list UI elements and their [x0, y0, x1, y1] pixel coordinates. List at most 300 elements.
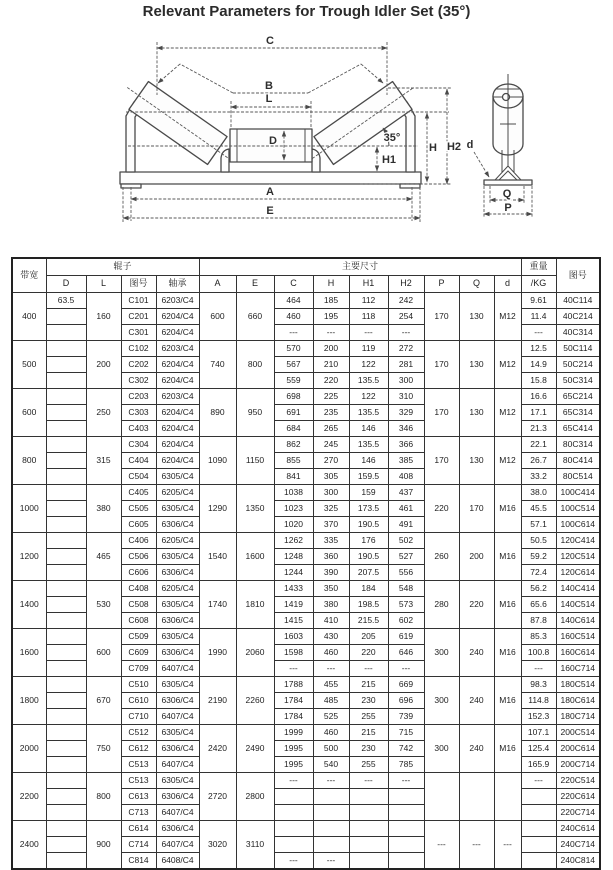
- figure-cell: 240C814: [556, 853, 600, 870]
- c-cell: 567: [274, 357, 313, 373]
- weight-cell: [521, 821, 556, 837]
- h-cell: ---: [313, 773, 349, 789]
- weight-cell: [521, 789, 556, 805]
- h1-cell: [349, 789, 388, 805]
- bandwidth-cell: 1400: [12, 581, 46, 629]
- q-cell: 130: [459, 293, 494, 341]
- l-cell: 750: [86, 725, 121, 773]
- figure-cell: 65C314: [556, 405, 600, 421]
- p-cell: 300: [424, 629, 459, 677]
- c-cell: 1603: [274, 629, 313, 645]
- dim-label-h2: H2: [446, 141, 462, 153]
- thread-cell: M16: [494, 533, 521, 581]
- weight-cell: 100.8: [521, 645, 556, 661]
- h-cell: 185: [313, 293, 349, 309]
- h2-cell: [388, 853, 424, 870]
- a-cell: 740: [199, 341, 236, 389]
- bearing-cell: 6204/C4: [156, 421, 199, 437]
- bearing-cell: 6306/C4: [156, 517, 199, 533]
- q-cell: 200: [459, 533, 494, 581]
- l-cell: 465: [86, 533, 121, 581]
- c-cell: 1038: [274, 485, 313, 501]
- figure-cell: 50C214: [556, 357, 600, 373]
- figure-cell: 180C614: [556, 693, 600, 709]
- h1-cell: ---: [349, 773, 388, 789]
- h2-cell: 254: [388, 309, 424, 325]
- c-cell: [274, 805, 313, 821]
- dim-label-p: P: [504, 202, 512, 214]
- thread-cell: M12: [494, 389, 521, 437]
- weight-cell: 57.1: [521, 517, 556, 533]
- bandwidth-cell: 800: [12, 437, 46, 485]
- bearing-cell: 6204/C4: [156, 437, 199, 453]
- dim-label-bolt-d: d: [466, 139, 474, 151]
- model-cell: C405: [121, 485, 156, 501]
- table-row: [12, 629, 600, 645]
- l-cell: 200: [86, 341, 121, 389]
- thread-cell: M16: [494, 581, 521, 629]
- bearing-cell: 6407/C4: [156, 661, 199, 677]
- model-cell: C303: [121, 405, 156, 421]
- h2-cell: ---: [388, 325, 424, 341]
- header-sub-3: 轴承: [156, 276, 199, 293]
- p-cell: 300: [424, 725, 459, 773]
- bearing-cell: 6305/C4: [156, 773, 199, 789]
- figure-cell: 160C714: [556, 661, 600, 677]
- bearing-cell: 6204/C4: [156, 405, 199, 421]
- bearing-cell: 6203/C4: [156, 389, 199, 405]
- h2-cell: [388, 789, 424, 805]
- d-cell: [46, 581, 86, 597]
- h1-cell: 190.5: [349, 517, 388, 533]
- c-cell: 1023: [274, 501, 313, 517]
- weight-cell: 11.4: [521, 309, 556, 325]
- c-cell: [274, 789, 313, 805]
- p-cell: 260: [424, 533, 459, 581]
- h2-cell: ---: [388, 773, 424, 789]
- q-cell: 170: [459, 485, 494, 533]
- h1-cell: 190.5: [349, 549, 388, 565]
- d-cell: [46, 565, 86, 581]
- model-cell: C610: [121, 693, 156, 709]
- e-cell: 2260: [236, 677, 274, 725]
- model-cell: C408: [121, 581, 156, 597]
- bearing-cell: 6306/C4: [156, 645, 199, 661]
- h-cell: ---: [313, 853, 349, 870]
- c-cell: 1433: [274, 581, 313, 597]
- h2-cell: 785: [388, 757, 424, 773]
- e-cell: 2800: [236, 773, 274, 821]
- angle-label: 35°: [383, 132, 401, 144]
- d-cell: [46, 325, 86, 341]
- h-cell: 335: [313, 533, 349, 549]
- p-cell: ---: [424, 821, 459, 870]
- bearing-cell: 6205/C4: [156, 581, 199, 597]
- h2-cell: 742: [388, 741, 424, 757]
- l-cell: 800: [86, 773, 121, 821]
- a-cell: 600: [199, 293, 236, 341]
- figure-cell: 180C714: [556, 709, 600, 725]
- model-cell: C605: [121, 517, 156, 533]
- h2-cell: 366: [388, 437, 424, 453]
- bearing-cell: 6305/C4: [156, 629, 199, 645]
- c-cell: 1784: [274, 709, 313, 725]
- weight-cell: 65.6: [521, 597, 556, 613]
- bandwidth-cell: 2000: [12, 725, 46, 773]
- q-cell: [459, 773, 494, 821]
- l-cell: 250: [86, 389, 121, 437]
- d-cell: [46, 837, 86, 853]
- e-cell: 1150: [236, 437, 274, 485]
- table-row: [12, 485, 600, 501]
- d-cell: 63.5: [46, 293, 86, 309]
- h-cell: 460: [313, 725, 349, 741]
- model-cell: C513: [121, 757, 156, 773]
- h-cell: 265: [313, 421, 349, 437]
- h-cell: 300: [313, 485, 349, 501]
- d-cell: [46, 645, 86, 661]
- h2-cell: 739: [388, 709, 424, 725]
- model-cell: C709: [121, 661, 156, 677]
- bearing-cell: 6306/C4: [156, 821, 199, 837]
- dim-label-h: H: [429, 142, 437, 154]
- d-cell: [46, 341, 86, 357]
- h-cell: 325: [313, 501, 349, 517]
- model-cell: C202: [121, 357, 156, 373]
- bearing-cell: 6407/C4: [156, 837, 199, 853]
- h-cell: 220: [313, 373, 349, 389]
- c-cell: 1784: [274, 693, 313, 709]
- d-cell: [46, 453, 86, 469]
- bearing-cell: 6203/C4: [156, 293, 199, 309]
- weight-cell: 152.3: [521, 709, 556, 725]
- a-cell: 3020: [199, 821, 236, 870]
- h2-cell: 300: [388, 373, 424, 389]
- weight-cell: 33.2: [521, 469, 556, 485]
- h-cell: [313, 789, 349, 805]
- l-cell: 315: [86, 437, 121, 485]
- figure-cell: 220C614: [556, 789, 600, 805]
- c-cell: ---: [274, 773, 313, 789]
- h2-cell: 329: [388, 405, 424, 421]
- p-cell: 170: [424, 389, 459, 437]
- model-cell: C614: [121, 821, 156, 837]
- figure-cell: 140C614: [556, 613, 600, 629]
- h2-cell: 242: [388, 293, 424, 309]
- c-cell: 1788: [274, 677, 313, 693]
- weight-cell: [521, 805, 556, 821]
- header-sub-12: d: [494, 276, 521, 293]
- model-cell: C613: [121, 789, 156, 805]
- idler-side-view: [484, 74, 532, 185]
- model-cell: C203: [121, 389, 156, 405]
- header-figure: 图号: [556, 258, 600, 293]
- figure-cell: 50C114: [556, 341, 600, 357]
- figure-cell: 200C714: [556, 757, 600, 773]
- model-cell: C609: [121, 645, 156, 661]
- h1-cell: 205: [349, 629, 388, 645]
- h2-cell: 281: [388, 357, 424, 373]
- h-cell: 540: [313, 757, 349, 773]
- header-sub-9: H2: [388, 276, 424, 293]
- weight-cell: ---: [521, 773, 556, 789]
- figure-cell: 200C614: [556, 741, 600, 757]
- weight-cell: 59.2: [521, 549, 556, 565]
- h2-cell: 646: [388, 645, 424, 661]
- figure-cell: 100C414: [556, 485, 600, 501]
- bandwidth-cell: 400: [12, 293, 46, 341]
- h2-cell: 491: [388, 517, 424, 533]
- l-cell: 900: [86, 821, 121, 870]
- h2-cell: 696: [388, 693, 424, 709]
- d-cell: [46, 501, 86, 517]
- h2-cell: 461: [388, 501, 424, 517]
- weight-cell: 85.3: [521, 629, 556, 645]
- bearing-cell: 6306/C4: [156, 613, 199, 629]
- h1-cell: 198.5: [349, 597, 388, 613]
- d-cell: [46, 437, 86, 453]
- thread-cell: M12: [494, 293, 521, 341]
- h-cell: 235: [313, 405, 349, 421]
- bearing-cell: 6204/C4: [156, 453, 199, 469]
- h2-cell: 548: [388, 581, 424, 597]
- figure-cell: 120C414: [556, 533, 600, 549]
- a-cell: 2720: [199, 773, 236, 821]
- l-cell: 600: [86, 629, 121, 677]
- dim-label-q: Q: [502, 188, 512, 200]
- bandwidth-cell: 2400: [12, 821, 46, 870]
- l-cell: 380: [86, 485, 121, 533]
- model-cell: C101: [121, 293, 156, 309]
- d-cell: [46, 485, 86, 501]
- model-cell: C508: [121, 597, 156, 613]
- c-cell: 1262: [274, 533, 313, 549]
- h-cell: 200: [313, 341, 349, 357]
- h-cell: 360: [313, 549, 349, 565]
- table-row: [12, 341, 600, 357]
- e-cell: 1350: [236, 485, 274, 533]
- header-sub-5: E: [236, 276, 274, 293]
- technical-drawing: [0, 0, 613, 248]
- figure-cell: 120C514: [556, 549, 600, 565]
- c-cell: 841: [274, 469, 313, 485]
- d-cell: [46, 629, 86, 645]
- thread-cell: M12: [494, 341, 521, 389]
- d-cell: [46, 549, 86, 565]
- h-cell: [313, 837, 349, 853]
- model-cell: C612: [121, 741, 156, 757]
- h-cell: [313, 805, 349, 821]
- d-cell: [46, 853, 86, 870]
- header-roller: 辊子: [46, 258, 199, 276]
- d-cell: [46, 421, 86, 437]
- dim-label-l: L: [265, 93, 273, 105]
- bearing-cell: 6205/C4: [156, 533, 199, 549]
- figure-cell: 80C414: [556, 453, 600, 469]
- thread-cell: ---: [494, 821, 521, 870]
- bandwidth-cell: 1600: [12, 629, 46, 677]
- d-cell: [46, 805, 86, 821]
- h1-cell: 173.5: [349, 501, 388, 517]
- h-cell: 210: [313, 357, 349, 373]
- bearing-cell: 6407/C4: [156, 709, 199, 725]
- h1-cell: 119: [349, 341, 388, 357]
- model-cell: C404: [121, 453, 156, 469]
- thread-cell: M16: [494, 629, 521, 677]
- bearing-cell: 6305/C4: [156, 501, 199, 517]
- e-cell: 800: [236, 341, 274, 389]
- header-sub-4: A: [199, 276, 236, 293]
- weight-cell: 72.4: [521, 565, 556, 581]
- model-cell: C510: [121, 677, 156, 693]
- model-cell: C714: [121, 837, 156, 853]
- h-cell: 390: [313, 565, 349, 581]
- model-cell: C201: [121, 309, 156, 325]
- p-cell: 170: [424, 293, 459, 341]
- weight-cell: 26.7: [521, 453, 556, 469]
- h1-cell: 176: [349, 533, 388, 549]
- h-cell: 195: [313, 309, 349, 325]
- figure-cell: 240C614: [556, 821, 600, 837]
- bearing-cell: 6306/C4: [156, 565, 199, 581]
- d-cell: [46, 373, 86, 389]
- bearing-cell: 6305/C4: [156, 677, 199, 693]
- c-cell: 1419: [274, 597, 313, 613]
- page-title: Relevant Parameters for Trough Idler Set (35°): [142, 3, 471, 20]
- model-cell: C504: [121, 469, 156, 485]
- h1-cell: 112: [349, 293, 388, 309]
- thread-cell: M16: [494, 677, 521, 725]
- c-cell: 570: [274, 341, 313, 357]
- p-cell: [424, 773, 459, 821]
- bearing-cell: 6204/C4: [156, 309, 199, 325]
- d-cell: [46, 757, 86, 773]
- d-cell: [46, 773, 86, 789]
- c-cell: ---: [274, 325, 313, 341]
- p-cell: 170: [424, 341, 459, 389]
- figure-cell: 160C614: [556, 645, 600, 661]
- figure-cell: 200C514: [556, 725, 600, 741]
- h1-cell: [349, 853, 388, 870]
- c-cell: 684: [274, 421, 313, 437]
- model-cell: C513: [121, 773, 156, 789]
- h1-cell: 135.5: [349, 437, 388, 453]
- e-cell: 660: [236, 293, 274, 341]
- c-cell: 1995: [274, 741, 313, 757]
- h1-cell: ---: [349, 325, 388, 341]
- weight-cell: [521, 837, 556, 853]
- h2-cell: 310: [388, 389, 424, 405]
- weight-cell: 56.2: [521, 581, 556, 597]
- c-cell: 460: [274, 309, 313, 325]
- thread-cell: [494, 773, 521, 821]
- bearing-cell: 6204/C4: [156, 373, 199, 389]
- c-cell: ---: [274, 661, 313, 677]
- weight-cell: 14.9: [521, 357, 556, 373]
- c-cell: 1999: [274, 725, 313, 741]
- a-cell: 1090: [199, 437, 236, 485]
- h2-cell: 437: [388, 485, 424, 501]
- bandwidth-cell: 1000: [12, 485, 46, 533]
- table-row: [12, 725, 600, 741]
- h1-cell: 122: [349, 357, 388, 373]
- h2-cell: 385: [388, 453, 424, 469]
- h2-cell: 408: [388, 469, 424, 485]
- p-cell: 220: [424, 485, 459, 533]
- h2-cell: 669: [388, 677, 424, 693]
- model-cell: C102: [121, 341, 156, 357]
- weight-cell: 98.3: [521, 677, 556, 693]
- d-cell: [46, 789, 86, 805]
- c-cell: 559: [274, 373, 313, 389]
- c-cell: ---: [274, 853, 313, 870]
- h1-cell: 255: [349, 757, 388, 773]
- model-cell: C506: [121, 549, 156, 565]
- h1-cell: 207.5: [349, 565, 388, 581]
- bandwidth-cell: 2200: [12, 773, 46, 821]
- q-cell: ---: [459, 821, 494, 870]
- weight-cell: 22.1: [521, 437, 556, 453]
- a-cell: 1540: [199, 533, 236, 581]
- bearing-cell: 6407/C4: [156, 757, 199, 773]
- model-cell: C406: [121, 533, 156, 549]
- h-cell: 350: [313, 581, 349, 597]
- h2-cell: ---: [388, 661, 424, 677]
- model-cell: C505: [121, 501, 156, 517]
- h1-cell: [349, 821, 388, 837]
- weight-cell: 45.5: [521, 501, 556, 517]
- h-cell: 430: [313, 629, 349, 645]
- q-cell: 220: [459, 581, 494, 629]
- d-cell: [46, 821, 86, 837]
- l-cell: 670: [86, 677, 121, 725]
- h1-cell: 215: [349, 725, 388, 741]
- bearing-cell: 6204/C4: [156, 357, 199, 373]
- c-cell: 464: [274, 293, 313, 309]
- h1-cell: [349, 805, 388, 821]
- p-cell: 300: [424, 677, 459, 725]
- d-cell: [46, 709, 86, 725]
- figure-cell: 140C514: [556, 597, 600, 613]
- figure-cell: 80C314: [556, 437, 600, 453]
- e-cell: 1600: [236, 533, 274, 581]
- model-cell: C512: [121, 725, 156, 741]
- table-row: [12, 389, 600, 405]
- h1-cell: 159.5: [349, 469, 388, 485]
- figure-cell: 50C314: [556, 373, 600, 389]
- d-cell: [46, 661, 86, 677]
- weight-cell: 87.8: [521, 613, 556, 629]
- h-cell: 305: [313, 469, 349, 485]
- weight-cell: ---: [521, 325, 556, 341]
- l-cell: 530: [86, 581, 121, 629]
- h-cell: ---: [313, 325, 349, 341]
- figure-cell: 160C514: [556, 629, 600, 645]
- h1-cell: 230: [349, 741, 388, 757]
- weight-cell: [521, 853, 556, 870]
- weight-cell: 21.3: [521, 421, 556, 437]
- e-cell: 2060: [236, 629, 274, 677]
- dim-label-c: C: [266, 35, 274, 47]
- thread-cell: M16: [494, 485, 521, 533]
- bearing-cell: 6305/C4: [156, 469, 199, 485]
- c-cell: 691: [274, 405, 313, 421]
- bearing-cell: 6305/C4: [156, 725, 199, 741]
- d-cell: [46, 677, 86, 693]
- h1-cell: 118: [349, 309, 388, 325]
- weight-cell: ---: [521, 661, 556, 677]
- bearing-cell: 6203/C4: [156, 341, 199, 357]
